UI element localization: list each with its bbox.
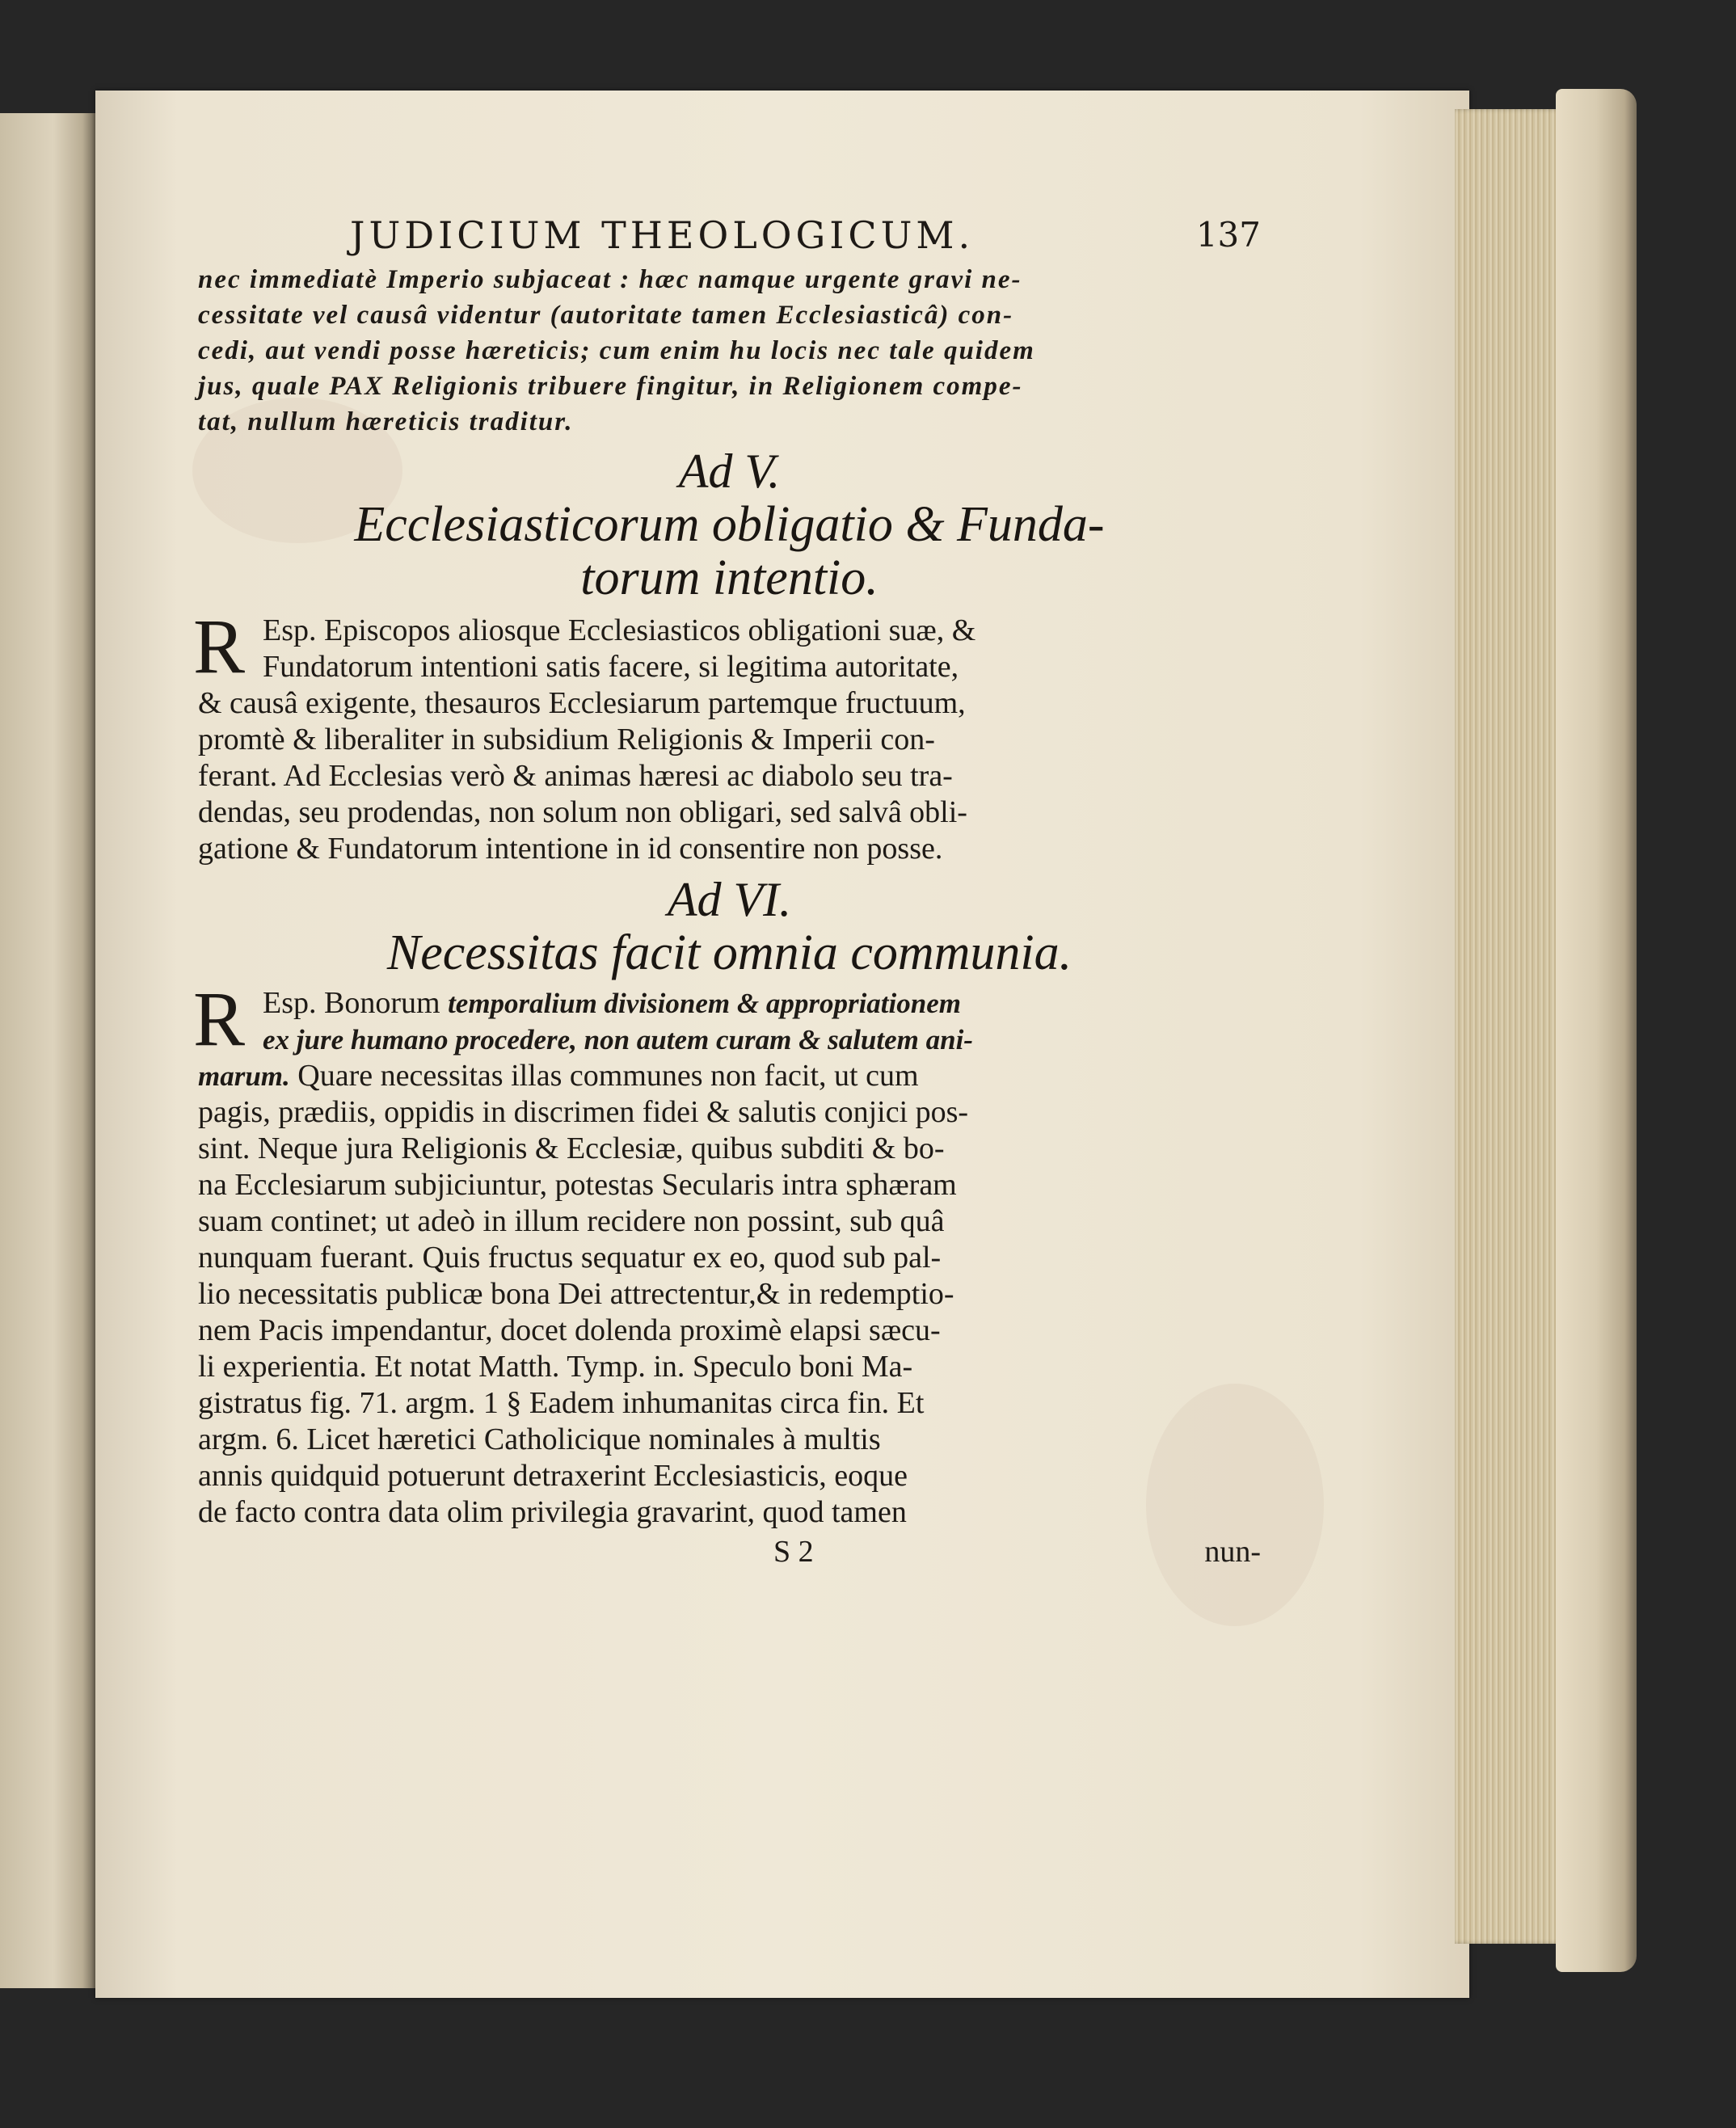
text-line: nec immediatè Imperio subjaceat : hæc namque urgente gravi ne- [198,265,1022,294]
running-head [198,209,1261,262]
text-line: gistratus fig. 71. argm. 1 § Eadem inhumanitas circa fin. Et [198,1386,925,1420]
text-line: nunquam fuerant. Quis fructus sequatur ex eo, quod sub pal- [198,1241,942,1275]
text-line: argm. 6. Licet hæretici Catholicique nominales à multis [198,1422,881,1456]
section-heading-ad-v: Ad V. [678,445,781,498]
paragraph-ad-v [193,603,1261,867]
text-line: ferant. Ad Ecclesias verò & animas hæresi ac diabolo seu tra- [198,759,953,793]
text-run: Esp. Bonorum [263,986,449,1020]
text-line: lio necessitatis publicæ bona Dei attrectentur,& in redemptio- [198,1277,954,1311]
text-line: sint. Neque jura Religionis & Ecclesiæ, quibus subditi & bo- [198,1131,945,1165]
text-line: cessitate vel causâ videntur (autoritate tamen Ecclesiasticâ) con- [198,301,1014,330]
page-number: 137 [1195,215,1261,255]
text-line: nem Pacis impendantur, docet dolenda proximè elapsi sæcu- [198,1313,941,1347]
vellum-cover [1556,89,1637,1972]
text-line: de facto contra data olim privilegia gravarint, quod tamen [198,1495,907,1529]
text-line [198,1058,1261,1094]
continuation-passage [198,262,1261,440]
text-line: annis quidquid potuerunt detraxerint Ecclesiasticis, eoque [198,1459,908,1493]
text-run: Quare necessitas illas communes non facit, ut cum [289,1059,919,1093]
text-line: li experientia. Et notat Matth. Tymp. in. Speculo boni Ma- [198,1350,913,1384]
left-page-edge [0,113,97,1988]
page-text [193,209,1261,1574]
text-line: gatione & Fundatorum intentione in id consentire non posse. [198,832,943,866]
paragraph-ad-vi [193,976,1261,1531]
text-line: na Ecclesiarum subjiciuntur, potestas Secularis intra sphæram [198,1168,957,1202]
section-subheading: Necessitas facit omnia communia. [386,925,1072,980]
section-subheading: Ecclesiasticorum obligatio & Funda- [354,497,1105,552]
text-line [198,985,1261,1022]
text-line: pagis, prædiis, oppidis in discrimen fidei & salutis conjici pos- [198,1095,969,1129]
drop-cap: R [193,603,246,689]
catchword: nun- [1204,1535,1261,1569]
text-line: tat, nullum hæreticis traditur. [198,407,574,436]
text-line: dendas, seu prodendas, non solum non obligari, sed salvâ obli- [198,795,967,829]
page-fore-edge [1455,109,1564,1944]
text-line: Fundatorum intentioni satis facere, si legitima autoritate, [263,650,959,684]
italic-run: temporalium divisionem & appropriationem [448,988,961,1019]
text-line: Esp. Episcopos aliosque Ecclesiasticos obligationi suæ, & [263,613,976,647]
text-line: cedi, aut vendi posse hæreticis; cum enim hu locis nec tale quidem [198,336,1035,365]
italic-run: marum. [198,1060,290,1092]
text-line: promtè & liberaliter in subsidium Religionis & Imperii con- [198,723,935,756]
section-subheading: torum intentio. [580,550,879,605]
text-line: jus, quale PAX Religionis tribuere fingitur, in Religionem compe- [198,372,1023,401]
text-line: ex jure humano procedere, non autem curam & salutem ani- [263,1024,973,1056]
signature-mark: S 2 [773,1535,814,1569]
section-heading-ad-vi: Ad VI. [667,873,792,926]
text-line: & causâ exigente, thesauros Ecclesiarum partemque fructuum, [198,686,966,720]
running-head-title: JUDICIUM THEOLOGICUM. [350,213,975,257]
text-line: suam continet; ut adeò in illum recidere non possint, sub quâ [198,1204,945,1238]
drop-cap: R [193,976,246,1062]
page-footer [198,1534,1261,1574]
